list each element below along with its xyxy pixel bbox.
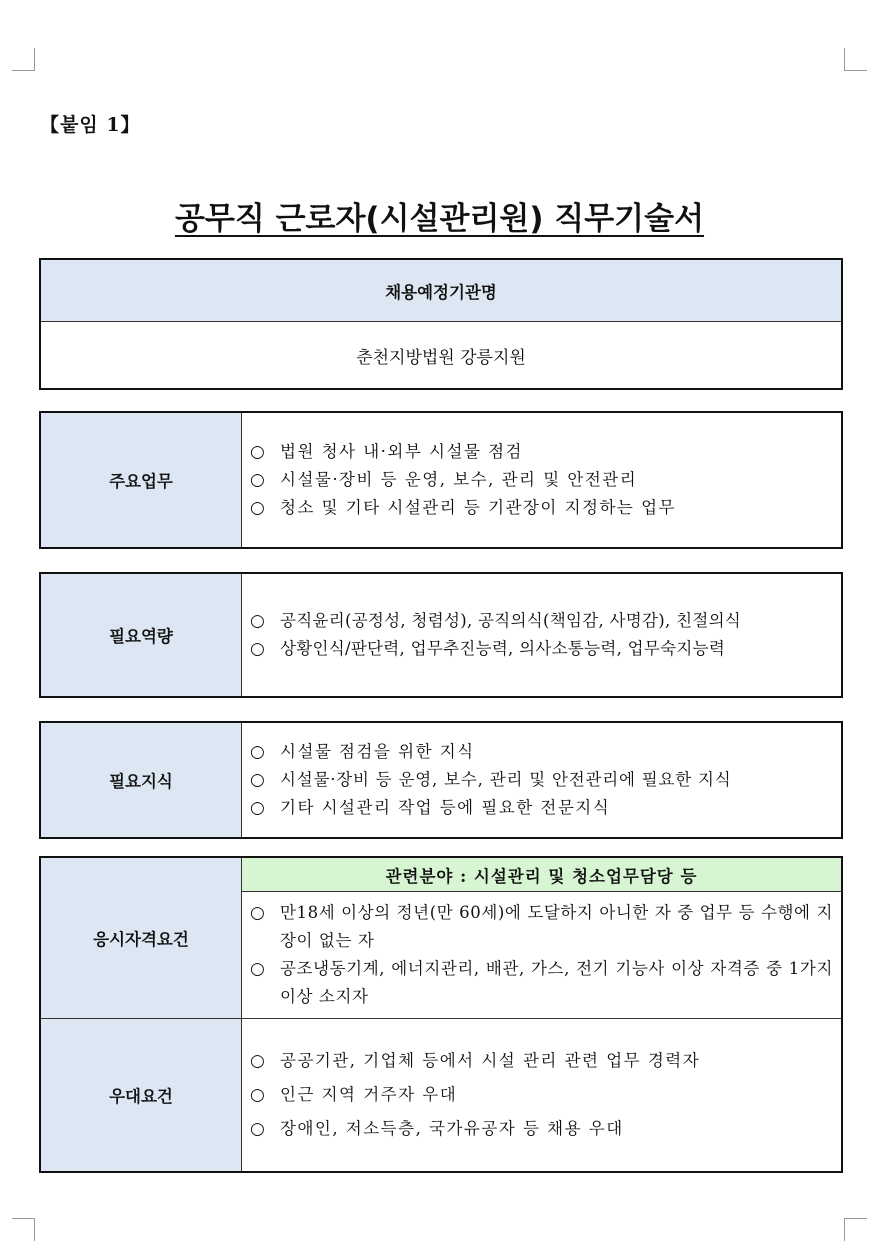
bullet-circle-icon: ○ (250, 903, 267, 923)
document-title-text: 공무직 근로자(시설관리원) 직무기술서 (174, 201, 705, 237)
bullet-circle-icon: ○ (250, 611, 267, 631)
bullet-circle-icon: ○ (250, 498, 267, 518)
list-item: ○ 공조냉동기계, 에너지관리, 배관, 가스, 전기 기능사 이상 자격증 중 1가지 이상 소지자 (250, 955, 841, 1011)
bullet-circle-icon: ○ (250, 798, 267, 818)
knowledge-content (242, 722, 843, 838)
bullet-circle-icon: ○ (250, 959, 267, 979)
qualifications-table (39, 856, 843, 1173)
duties-label: 주요업무 (40, 412, 242, 548)
list-item: ○ 장애인, 저소득층, 국가유공자 등 채용 우대 (250, 1112, 841, 1146)
crop-mark-bottom-left (12, 1218, 35, 1241)
list-item: ○ 상황인식/판단력, 업무추진능력, 의사소통능력, 업무숙지능력 (250, 635, 841, 663)
bullet-circle-icon: ○ (250, 442, 267, 462)
list-item: ○ 법원 청사 내·외부 시설물 점검 (250, 438, 841, 466)
competencies-content (242, 573, 843, 697)
qualifications-field: 관련분야 : 시설관리 및 청소업무담당 등 (242, 857, 843, 892)
list-item: ○ 만18세 이상의 정년(만 60세)에 도달하지 아니한 자 중 업무 등 수행에 지장이 없는 자 (250, 899, 841, 955)
list-item: ○ 시설물 점검을 위한 지식 (250, 738, 841, 766)
list-item: ○ 공공기관, 기업체 등에서 시설 관리 관련 업무 경력자 (250, 1044, 841, 1078)
list-item: ○ 청소 및 기타 시설관리 등 기관장이 지정하는 업무 (250, 494, 841, 522)
preferences-label: 우대요건 (40, 1019, 242, 1173)
bullet-circle-icon: ○ (250, 1085, 267, 1105)
duties-table (39, 411, 843, 549)
bullet-circle-icon: ○ (250, 639, 267, 659)
knowledge-label: 필요지식 (40, 722, 242, 838)
duties-content (242, 412, 843, 548)
list-item: ○ 공직윤리(공정성, 청렴성), 공직의식(책임감, 사명감), 친절의식 (250, 607, 841, 635)
agency-table (39, 258, 843, 390)
agency-value: 춘천지방법원 강릉지원 (40, 322, 842, 390)
preferences-content (242, 1019, 843, 1173)
list-item: ○ 인근 지역 거주자 우대 (250, 1078, 841, 1112)
list-item: ○ 시설물·장비 등 운영, 보수, 관리 및 안전관리 (250, 466, 841, 494)
bullet-circle-icon: ○ (250, 770, 267, 790)
document-title (0, 193, 879, 238)
crop-mark-top-right (844, 48, 867, 71)
bullet-circle-icon: ○ (250, 1119, 267, 1139)
list-item: ○ 기타 시설관리 작업 등에 필요한 전문지식 (250, 794, 841, 822)
competencies-label: 필요역량 (40, 573, 242, 697)
knowledge-table (39, 721, 843, 839)
attachment-label: 【붙임 1】 (40, 114, 141, 136)
crop-mark-bottom-right (844, 1218, 867, 1241)
bullet-circle-icon: ○ (250, 742, 267, 762)
crop-mark-top-left (12, 48, 35, 71)
agency-header: 채용예정기관명 (40, 259, 842, 322)
bullet-circle-icon: ○ (250, 470, 267, 490)
qualifications-content (242, 892, 843, 1019)
list-item: ○ 시설물·장비 등 운영, 보수, 관리 및 안전관리에 필요한 지식 (250, 766, 841, 794)
qualifications-label: 응시자격요건 (40, 857, 242, 1019)
bullet-circle-icon: ○ (250, 1051, 267, 1071)
competencies-table (39, 572, 843, 698)
